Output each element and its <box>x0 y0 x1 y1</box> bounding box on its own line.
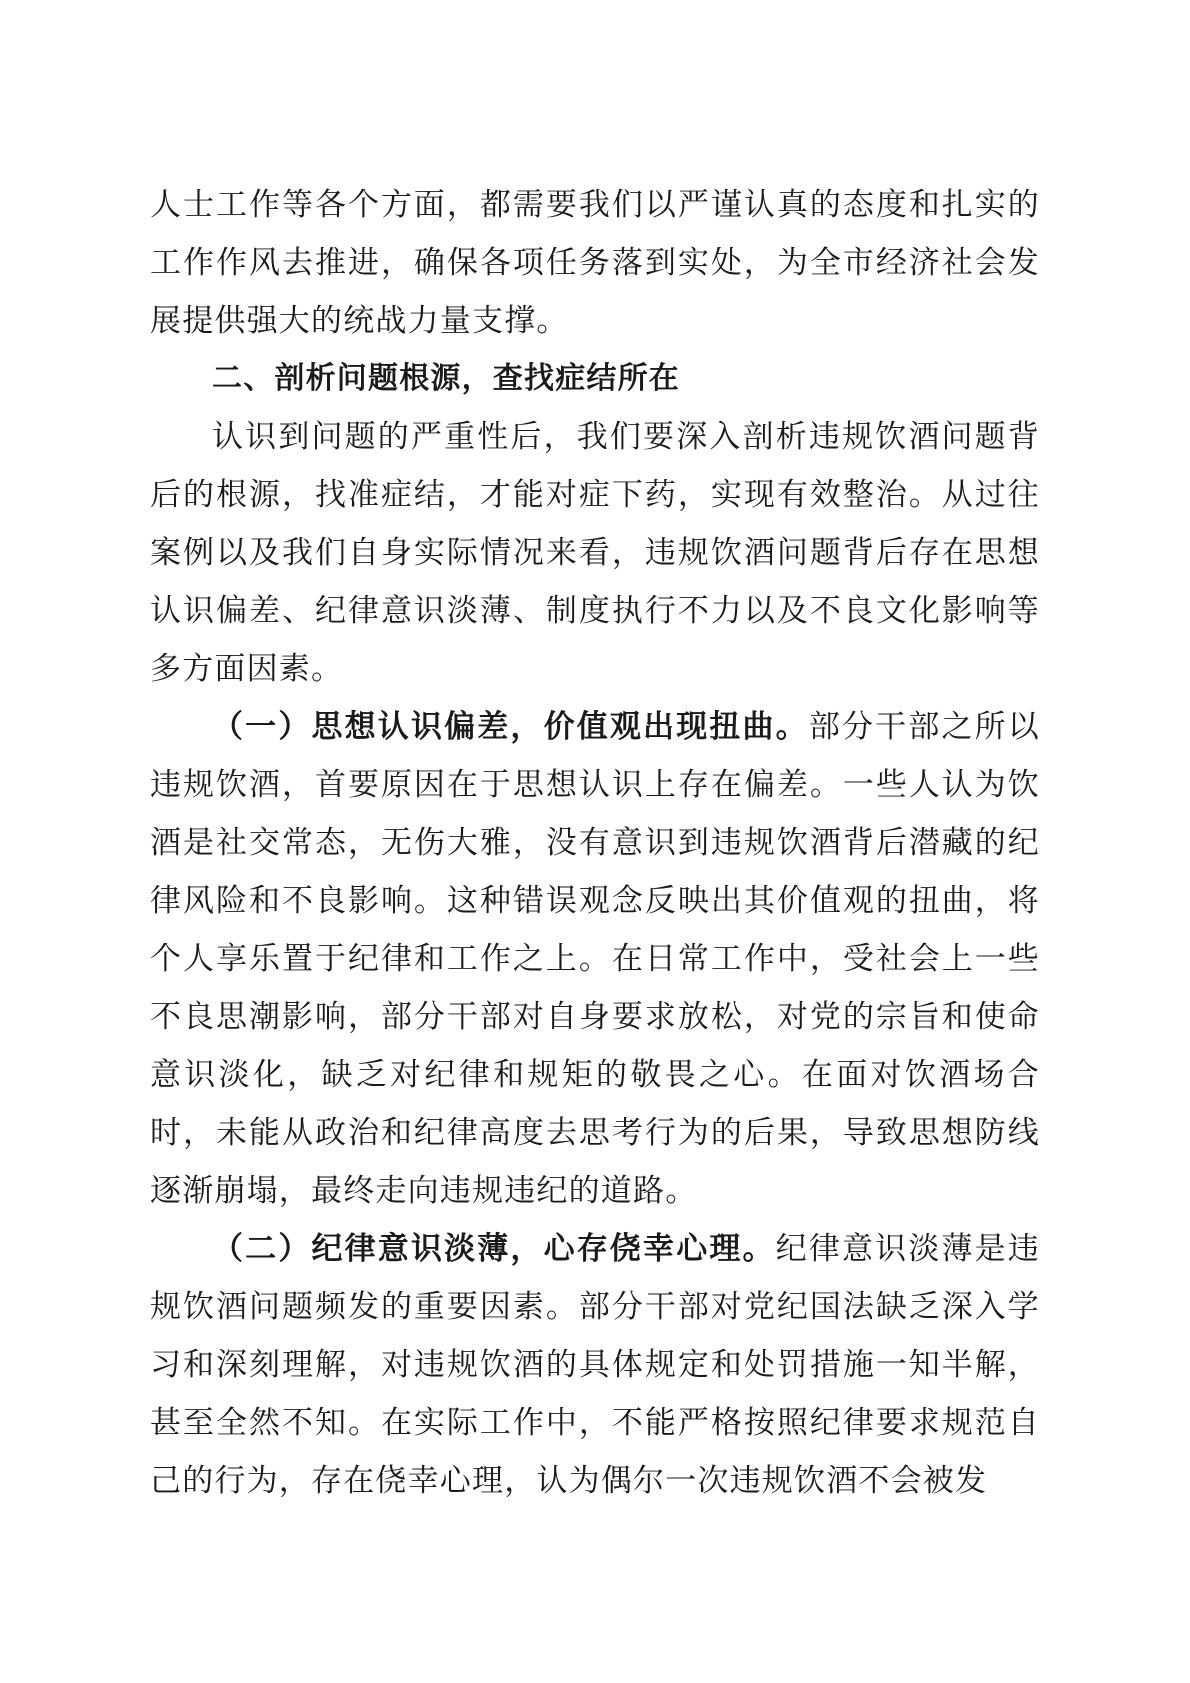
document-body <box>150 176 1040 1510</box>
subsection-1-title: （一）思想认识偏差，价值观出现扭曲。 <box>212 709 809 745</box>
paragraph-intro: 认识到问题的严重性后，我们要深入剖析违规饮酒问题背后的根源，找准症结，才能对症下药，实现有效整治。从过往案例以及我们自身实际情况来看，违规饮酒问题背后存在思想认识偏差、纪律意识淡薄、制度执行不力以及不良文化影响等多方面因素。 <box>150 419 1040 687</box>
subsection-2-body: 纪律意识淡薄是违规饮酒问题频发的重要因素。部分干部对党纪国法缺乏深入学习和深刻理解，对违规饮酒的具体规定和处罚措施一知半解，甚至全然不知。在实际工作中，不能严格按照纪律要求规范自己的行为，存在侥幸心理，认为偶尔一次违规饮酒不会被发 <box>150 1231 1040 1499</box>
subsection-2-title: （二）纪律意识淡薄，心存侥幸心理。 <box>212 1231 776 1267</box>
section-heading-2: 二、剖析问题根源，查找症结所在 <box>212 361 680 396</box>
paragraph-continuation: 人士工作等各个方面，都需要我们以严谨认真的态度和扎实的工作作风去推进，确保各项任务落到实处，为全市经济社会发展提供强大的统战力量支撑。 <box>150 187 1040 339</box>
subsection-2 <box>150 1220 1040 1510</box>
subsection-1 <box>150 698 1040 1220</box>
subsection-1-body: 部分干部之所以违规饮酒，首要原因在于思想认识上存在偏差。一些人认为饮酒是社交常态，无伤大雅，没有意识到违规饮酒背后潜藏的纪律风险和不良影响。这种错误观念反映出其价值观的扭曲，将个人享乐置于纪律和工作之上。在日常工作中，受社会上一些不良思潮影响，部分干部对自身要求放松，对党的宗旨和使命意识淡化，缺乏对纪律和规矩的敬畏之心。在面对饮酒场合时，未能从政治和纪律高度去思考行为的后果，导致思想防线逐渐崩塌，最终走向违规违纪的道路。 <box>150 709 1040 1209</box>
